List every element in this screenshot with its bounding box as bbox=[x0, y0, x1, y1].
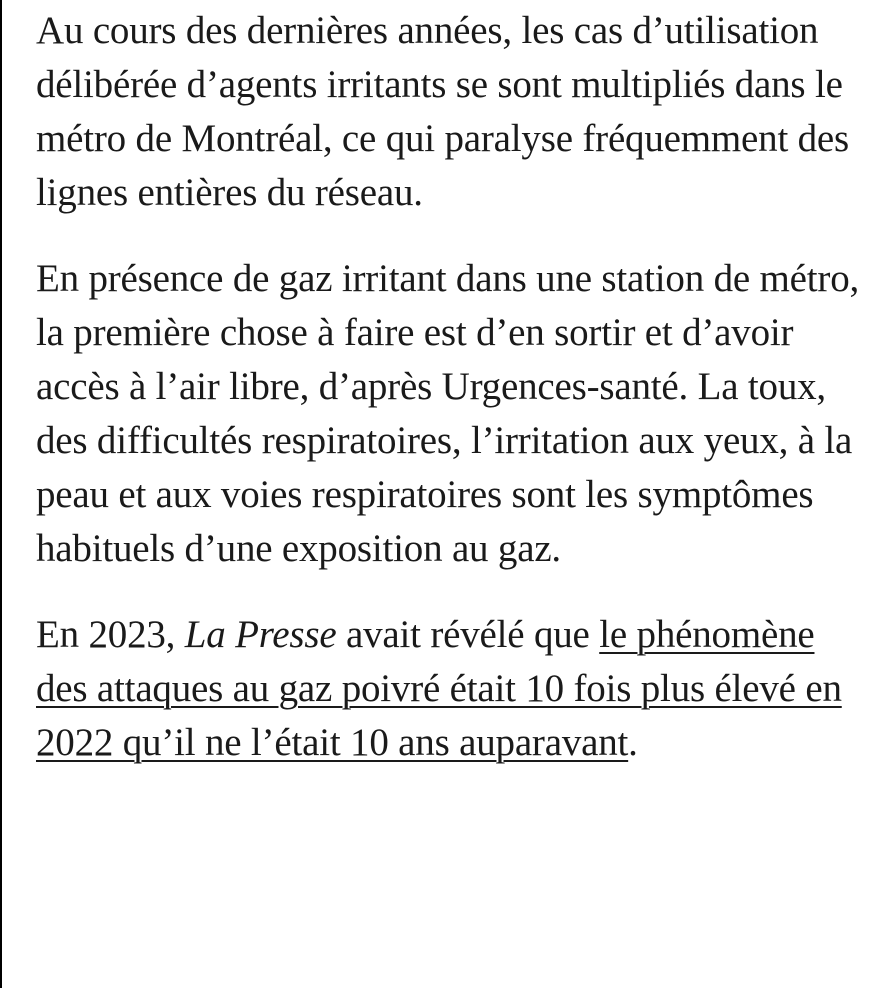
left-border-rule bbox=[0, 0, 2, 988]
paragraph-la-presse-report bbox=[36, 608, 872, 770]
article-body bbox=[36, 4, 872, 770]
paragraph-lead-text: En 2023, bbox=[36, 613, 185, 656]
paragraph-trailing-text: . bbox=[628, 721, 638, 764]
pepper-spray-article-link[interactable]: le phénomène des attaques au gaz poivré était 10 fois plus élevé en 2022 qu’il ne l’était 10 ans auparavant bbox=[36, 613, 842, 764]
publication-name: La Presse bbox=[184, 613, 337, 656]
paragraph-middle-text: avait révélé que bbox=[336, 613, 600, 656]
paragraph-gas-exposure-advice: En présence de gaz irritant dans une station de métro, la première chose à faire est d’en sortir et d’avoir accès à l’air libre, d’après Urgences-santé. La toux, des difficultés respiratoires, l’irritation aux yeux, à la peau et aux voies respiratoires sont les symptômes habituels d’une exposition au gaz. bbox=[36, 257, 860, 570]
paragraph-irritant-agents: Au cours des dernières années, les cas d’utilisation délibérée d’agents irritants se sont multipliés dans le métro de Montréal, ce qui paralyse fréquemment des lignes entières du réseau. bbox=[36, 9, 850, 214]
